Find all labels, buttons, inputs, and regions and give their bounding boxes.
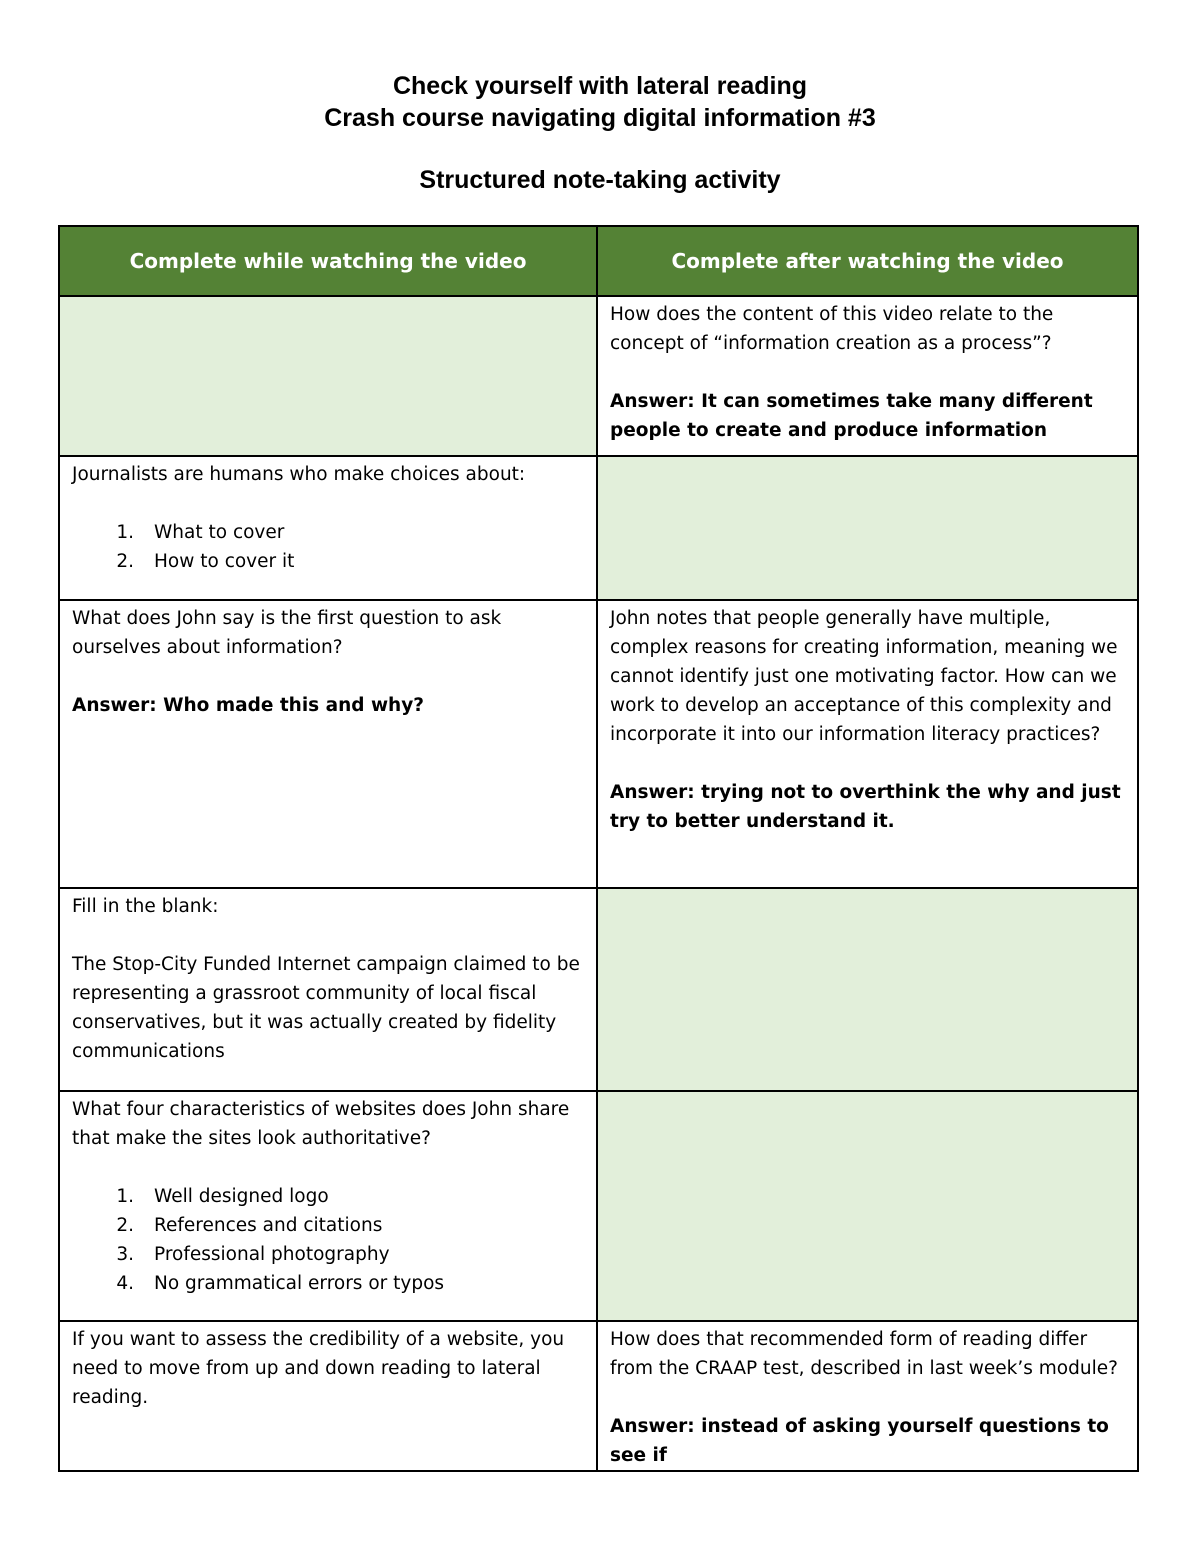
cell-while xyxy=(59,456,597,600)
table-row xyxy=(59,1091,1138,1321)
list-item: 3. Professional photography xyxy=(116,1244,390,1265)
numbered-list xyxy=(72,1182,586,1298)
question-text: How does the content of this video relate to the concept of “information creation as a process”? xyxy=(610,304,1054,354)
question-text: John notes that people generally have multiple, complex reasons for creating information, meaning we cannot identify just one motivating factor. How can we work to develop an acceptance of this complexity and incorporate it into our information literacy practices? xyxy=(610,608,1118,745)
prompt-text: Fill in the blank: xyxy=(72,896,219,917)
answer-text: Answer: It can sometimes take many different people to create and produce information xyxy=(610,391,1093,441)
table-row xyxy=(59,600,1138,888)
column-header-while: Complete while watching the video xyxy=(59,226,597,296)
note-taking-table xyxy=(58,225,1139,1472)
question-text: How does that recommended form of reading differ from the CRAAP test, described in last week’s module? xyxy=(610,1329,1118,1379)
document-title: Check yourself with lateral reading xyxy=(392,72,807,100)
question-text: What four characteristics of websites does John share that make the sites look authoritative? xyxy=(72,1099,570,1149)
document-header xyxy=(0,70,1200,196)
table-row xyxy=(59,296,1138,456)
column-header-after: Complete after watching the video xyxy=(597,226,1138,296)
list-item: 2. References and citations xyxy=(116,1215,383,1236)
activity-heading: Structured note-taking activity xyxy=(419,166,781,194)
question-text: What does John say is the first question to ask ourselves about information? xyxy=(72,608,502,658)
table-row xyxy=(59,456,1138,600)
cell-while xyxy=(59,1091,597,1321)
table-row xyxy=(59,1321,1138,1471)
list-item: 1. Well designed logo xyxy=(116,1186,329,1207)
list-item: 1. What to cover xyxy=(116,522,285,543)
table-row xyxy=(59,888,1138,1091)
cell-while xyxy=(59,1321,597,1471)
answer-text: Answer: Who made this and why? xyxy=(72,695,425,716)
table-header-row xyxy=(59,226,1138,296)
prompt-text: Journalists are humans who make choices about: xyxy=(72,464,526,485)
cell-while xyxy=(59,888,597,1091)
cell-after xyxy=(597,1321,1138,1471)
empty-cell-while xyxy=(59,296,597,456)
cell-after xyxy=(597,296,1138,456)
answer-text: Answer: trying not to overthink the why and just try to better understand it. xyxy=(610,782,1121,832)
cell-after xyxy=(597,600,1138,888)
statement-text: If you want to assess the credibility of a website, you need to move from up and down reading to lateral reading. xyxy=(72,1329,565,1408)
list-item: 4. No grammatical errors or typos xyxy=(116,1273,445,1294)
list-item: 2. How to cover it xyxy=(116,551,295,572)
fill-in-text: The Stop-City Funded Internet campaign claimed to be representing a grassroot community of local fiscal conservatives, but it was actually created by fidelity communications xyxy=(72,954,580,1062)
cell-while xyxy=(59,600,597,888)
document-subtitle: Crash course navigating digital information #3 xyxy=(324,104,876,132)
answer-text: Answer: instead of asking yourself questions to see if xyxy=(610,1416,1109,1466)
empty-cell-after xyxy=(597,1091,1138,1321)
numbered-list xyxy=(72,518,586,576)
empty-cell-after xyxy=(597,888,1138,1091)
empty-cell-after xyxy=(597,456,1138,600)
